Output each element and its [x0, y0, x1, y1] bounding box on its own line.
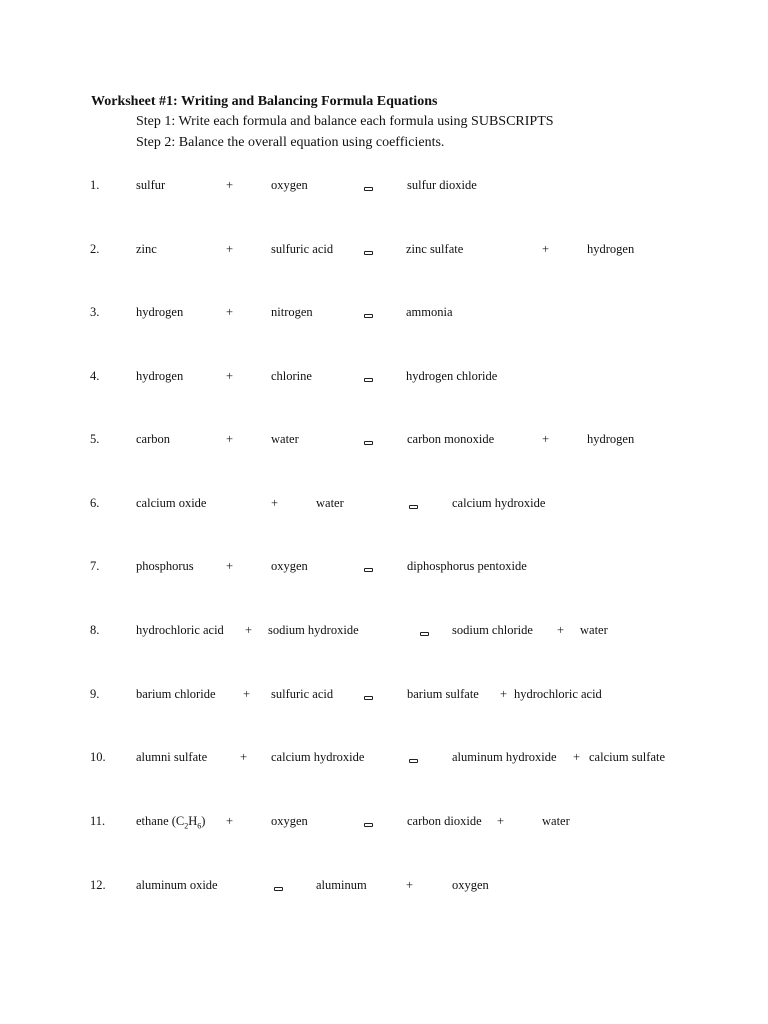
plus-sign: +: [243, 687, 251, 701]
reactant-1: hydrogen: [136, 369, 184, 383]
plus-sign: +: [497, 814, 505, 828]
product-1: zinc sulfate: [406, 242, 464, 256]
reactant-2: calcium hydroxide: [271, 750, 365, 764]
reactant-1: sulfur: [136, 178, 166, 192]
product-1: diphosphorus pentoxide: [407, 559, 527, 573]
product-1: ammonia: [406, 305, 453, 319]
plus-sign: +: [573, 750, 581, 764]
reactant-1: hydrochloric acid: [136, 623, 224, 637]
plus-sign: +: [406, 878, 414, 892]
reactant-2: oxygen: [271, 178, 308, 192]
worksheet-title: Worksheet #1: Writing and Balancing Formula Equations: [91, 94, 438, 109]
equation-number: 12.: [90, 878, 106, 892]
reactant-2: sodium hydroxide: [268, 623, 359, 637]
yields-arrow-icon: [409, 505, 418, 509]
equation-number: 8.: [90, 623, 100, 637]
reactant-1: calcium oxide: [136, 496, 207, 510]
product-2: hydrogen: [587, 242, 635, 256]
reactant-2: sulfuric acid: [271, 687, 334, 701]
product-2: hydrochloric acid: [514, 687, 602, 701]
equation-number: 6.: [90, 496, 100, 510]
plus-sign: +: [542, 242, 550, 256]
plus-sign: +: [500, 687, 508, 701]
equation-number: 5.: [90, 432, 100, 446]
equation-number: 2.: [90, 242, 100, 256]
equation-number: 3.: [90, 305, 100, 319]
equation-row: [0, 558, 768, 578]
yields-arrow-icon: [364, 187, 373, 191]
reactant-1: aluminum oxide: [136, 878, 218, 892]
reactant-1: zinc: [136, 242, 157, 256]
equation-row: [0, 177, 768, 197]
reactant-2: oxygen: [271, 814, 308, 828]
reactant-1: alumni sulfate: [136, 750, 208, 764]
reactant-2: water: [316, 496, 344, 510]
product-2: calcium sulfate: [589, 750, 666, 764]
reactant-2: water: [271, 432, 299, 446]
equation-row: [0, 686, 768, 706]
equation-row: [0, 495, 768, 515]
plus-sign: +: [226, 305, 234, 319]
plus-sign: +: [240, 750, 248, 764]
plus-sign: +: [271, 496, 279, 510]
product-1: carbon dioxide: [407, 814, 482, 828]
product-1: aluminum: [316, 878, 367, 892]
reactant-1: carbon: [136, 432, 171, 446]
yields-arrow-icon: [364, 823, 373, 827]
equation-number: 4.: [90, 369, 100, 383]
product-1: aluminum hydroxide: [452, 750, 557, 764]
reactant-2: nitrogen: [271, 305, 313, 319]
reactant-2: sulfuric acid: [271, 242, 334, 256]
equation-row: [0, 431, 768, 451]
product-2: hydrogen: [587, 432, 635, 446]
equation-row: [0, 368, 768, 388]
reactant-1: hydrogen: [136, 305, 184, 319]
product-1: sodium chloride: [452, 623, 533, 637]
equation-row: [0, 749, 768, 769]
plus-sign: +: [226, 559, 234, 573]
yields-arrow-icon: [364, 251, 373, 255]
reactant-2: oxygen: [271, 559, 308, 573]
product-2: oxygen: [452, 878, 489, 892]
product-1: carbon monoxide: [407, 432, 495, 446]
yields-arrow-icon: [364, 441, 373, 445]
yields-arrow-icon: [364, 314, 373, 318]
plus-sign: +: [226, 178, 234, 192]
equation-number: 1.: [90, 178, 100, 192]
equation-number: 9.: [90, 687, 100, 701]
yields-arrow-icon: [364, 696, 373, 700]
equation-number: 10.: [90, 750, 106, 764]
product-1: calcium hydroxide: [452, 496, 546, 510]
yields-arrow-icon: [274, 887, 283, 891]
plus-sign: +: [557, 623, 565, 637]
equation-row: [0, 877, 768, 897]
product-2: water: [580, 623, 608, 637]
product-1: barium sulfate: [407, 687, 479, 701]
equation-row: [0, 241, 768, 261]
yields-arrow-icon: [364, 568, 373, 572]
reactant-1: barium chloride: [136, 687, 216, 701]
reactant-1: ethane $(C_2H_6)$: [136, 814, 206, 831]
step-1-instruction: Step 1: Write each formula and balance each formula using SUBSCRIPTS: [136, 114, 554, 129]
product-2: water: [542, 814, 570, 828]
plus-sign: +: [226, 814, 234, 828]
plus-sign: +: [245, 623, 253, 637]
equation-row: [0, 622, 768, 642]
plus-sign: +: [226, 432, 234, 446]
equation-number: 11.: [90, 814, 106, 828]
plus-sign: +: [226, 242, 234, 256]
product-1: sulfur dioxide: [407, 178, 477, 192]
plus-sign: +: [542, 432, 550, 446]
equation-row: [0, 304, 768, 324]
equation-row: [0, 813, 768, 833]
yields-arrow-icon: [420, 632, 429, 636]
step-2-instruction: Step 2: Balance the overall equation using coefficients.: [136, 135, 445, 150]
plus-sign: +: [226, 369, 234, 383]
yields-arrow-icon: [409, 759, 418, 763]
reactant-1: phosphorus: [136, 559, 194, 573]
equation-number: 7.: [90, 559, 100, 573]
reactant-2: chlorine: [271, 369, 312, 383]
product-1: hydrogen chloride: [406, 369, 498, 383]
yields-arrow-icon: [364, 378, 373, 382]
